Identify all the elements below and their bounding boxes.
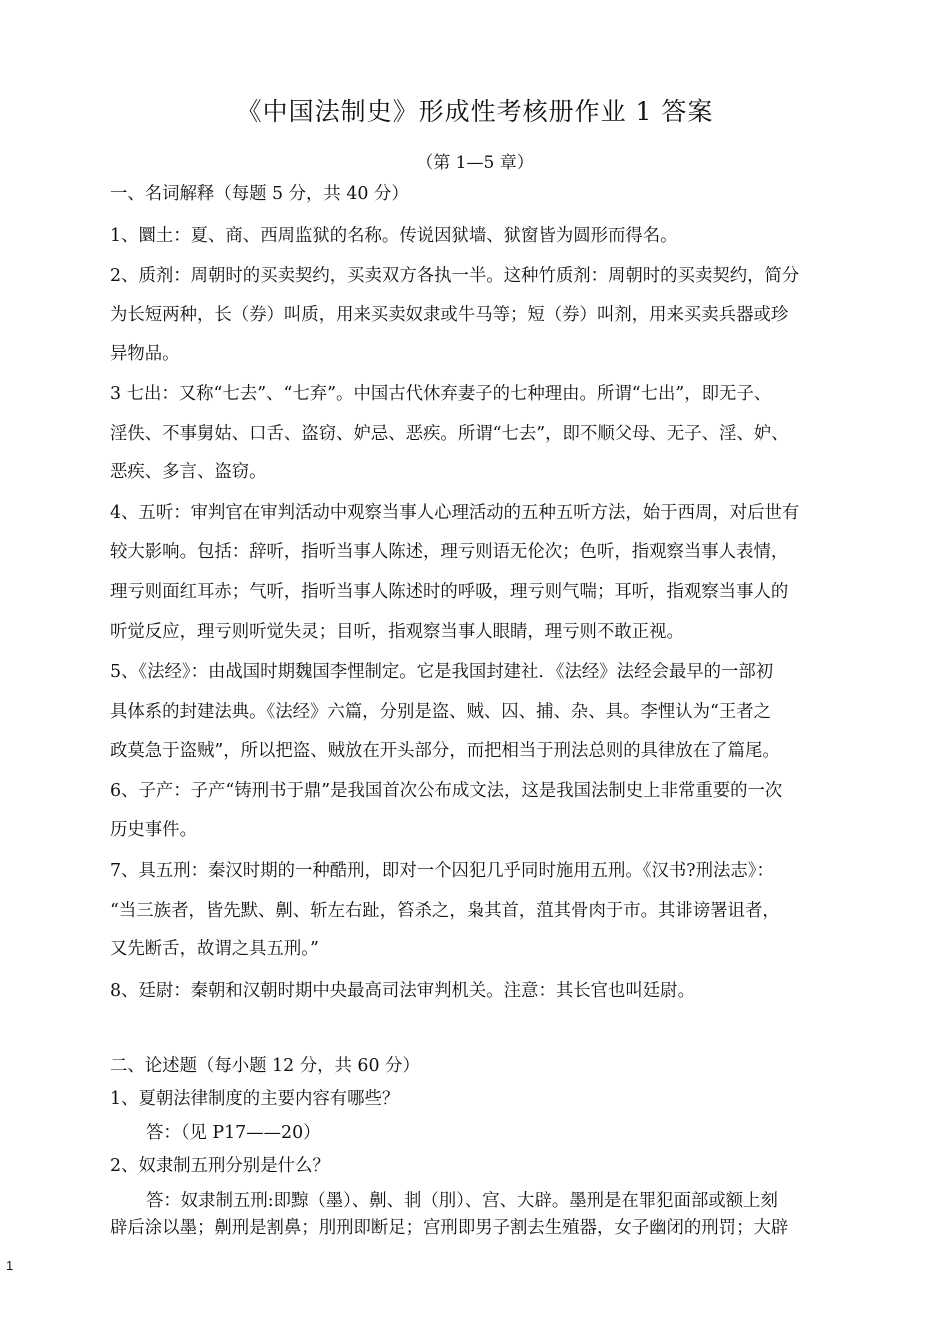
page-number: 1: [6, 1258, 14, 1273]
text-line: 恶疾、多言、盗窃。: [110, 462, 267, 482]
text-line: 又先断舌，故谓之具五刑。”: [110, 939, 319, 959]
text-line: 较大影响。包括：辞听，指听当事人陈述，理亏则语无伦次；色听，指观察当事人表情，: [110, 542, 789, 562]
document-title: 《中国法制史》形成性考核册作业 1 答案: [236, 97, 714, 126]
answer-line: 答：奴隶制五刑:即黥（墨）、劓、剕（刖）、宫、大辟。墨刑是在罪犯面部或额上刻: [146, 1191, 778, 1211]
text-line: 7、具五刑：秦汉时期的一种酷刑，即对一个囚犯几乎同时施用五刑。《汉书?刑法志》：: [110, 861, 774, 881]
question-line: 2、奴隶制五刑分别是什么？: [110, 1156, 330, 1176]
text-line: 异物品。: [110, 344, 180, 364]
text-line: 8、廷尉：秦朝和汉朝时期中央最高司法审判机关。注意：其长官也叫廷尉。: [110, 981, 695, 1001]
answer-line: 答：（见 P17——20）: [146, 1123, 321, 1143]
text-line: 4、五听：审判官在审判活动中观察当事人心理活动的五种五听方法，始于西周，对后世有: [110, 503, 800, 523]
text-line: 历史事件。: [110, 820, 197, 840]
question-line: 1、夏朝法律制度的主要内容有哪些？: [110, 1089, 400, 1109]
text-line: 具体系的封建法典。《法经》六篇，分别是盗、贼、囚、捕、杂、具。李悝认为“王者之: [110, 702, 772, 722]
section-heading-terms: 一、名词解释（每题 5 分，共 40 分）: [110, 184, 409, 204]
text-line: 听觉反应，理亏则听觉失灵；目听，指观察当事人眼睛，理亏则不敢正视。: [110, 622, 684, 642]
text-line: 1、圜土：夏、商、西周监狱的名称。传说因狱墙、狱窗皆为圆形而得名。: [110, 226, 678, 246]
text-line: 6、子产：子产“铸刑书于鼎”是我国首次公布成文法，这是我国法制史上非常重要的一次: [110, 781, 783, 801]
text-line: “当三族者，皆先默、劓、斩左右趾，笞杀之，枭其首，菹其骨肉于市。其诽谤署诅者，: [110, 901, 780, 921]
text-line: 淫佚、不事舅姑、口舌、盗窃、妒忌、恶疾。所谓“七去”，即不顺父母、无子、淫、妒、: [110, 424, 789, 444]
text-line: 为长短两种，长（券）叫质，用来买卖奴隶或牛马等；短（券）叫剂，用来买卖兵器或珍: [110, 305, 789, 325]
text-line: 5、《法经》：由战国时期魏国李悝制定。它是我国封建社．《法经》法经会最早的一部初: [110, 662, 774, 682]
text-line: 3 七出：又称“七去”、“七弃”。中国古代休弃妻子的七种理由。所谓“七出”，即无子、: [110, 384, 772, 404]
text-line: 理亏则面红耳赤；气听，指听当事人陈述时的呼吸，理亏则气喘；耳听，指观察当事人的: [110, 582, 789, 602]
chapter-range: （第 1—5 章）: [416, 153, 534, 173]
text-line: 政莫急于盗贼”，所以把盗、贼放在开头部分，而把相当于刑法总则的具律放在了篇尾。: [110, 741, 780, 761]
section-heading-essay: 二、论述题（每小题 12 分，共 60 分）: [110, 1056, 420, 1076]
text-line: 2、质剂：周朝时的买卖契约，买卖双方各执一半。这种竹质剂：周朝时的买卖契约，简分: [110, 266, 800, 286]
answer-line: 辟后涂以墨；劓刑是割鼻；刖刑即断足；宫刑即男子割去生殖器，女子幽闭的刑罚；大辟: [110, 1218, 789, 1238]
